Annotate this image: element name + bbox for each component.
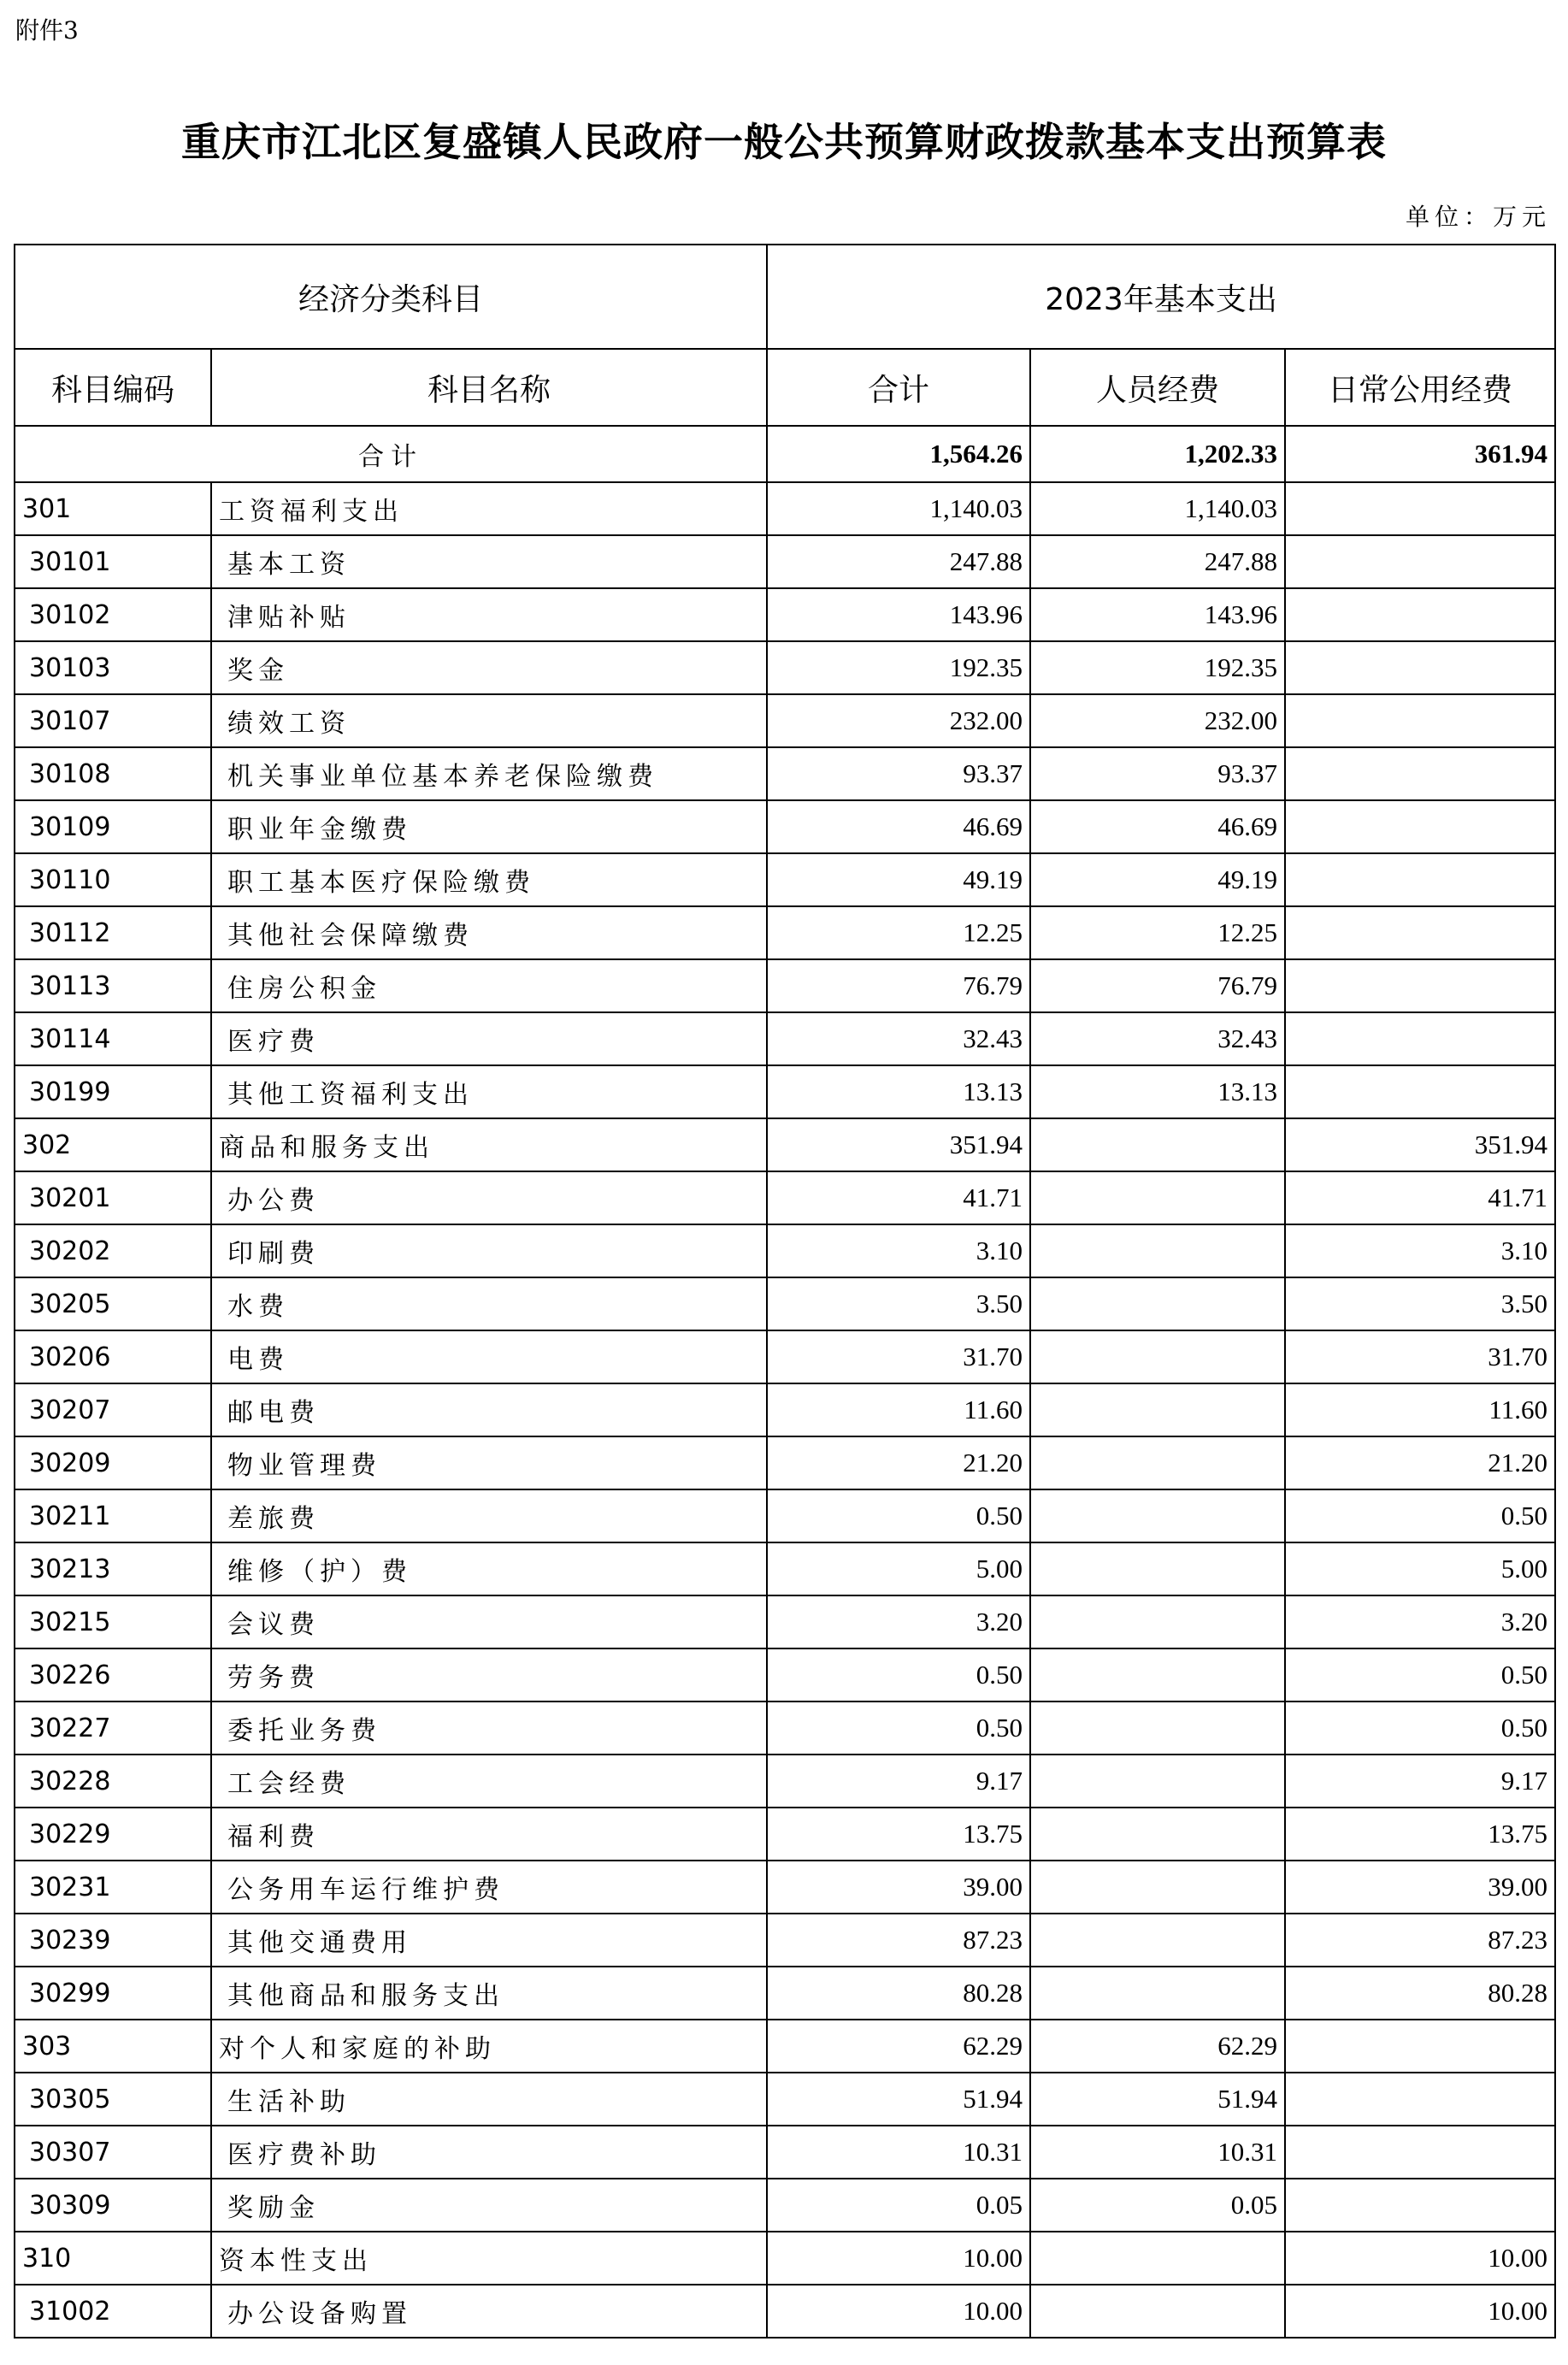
row-code: 30205 — [15, 1277, 211, 1330]
row-personnel — [1030, 1489, 1285, 1542]
table-row — [15, 800, 1555, 853]
header-category: 经济分类科目 — [15, 245, 767, 349]
row-code: 30107 — [15, 694, 211, 747]
row-public: 351.94 — [1285, 1118, 1555, 1171]
total-row — [15, 426, 1555, 482]
row-total: 46.69 — [767, 800, 1030, 853]
row-total: 39.00 — [767, 1861, 1030, 1914]
table-row — [15, 2126, 1555, 2179]
row-personnel — [1030, 2285, 1285, 2338]
row-name: 奖金 — [211, 641, 767, 694]
table-row — [15, 1489, 1555, 1542]
row-public: 5.00 — [1285, 1542, 1555, 1595]
row-code: 30113 — [15, 959, 211, 1012]
row-code: 30202 — [15, 1224, 211, 1277]
row-public — [1285, 906, 1555, 959]
row-personnel: 10.31 — [1030, 2126, 1285, 2179]
row-code: 30101 — [15, 535, 211, 588]
header-public: 日常公用经费 — [1285, 349, 1555, 426]
row-total: 80.28 — [767, 1967, 1030, 2020]
row-code: 30102 — [15, 588, 211, 641]
table-row — [15, 535, 1555, 588]
row-total: 247.88 — [767, 535, 1030, 588]
table-row — [15, 1648, 1555, 1702]
row-name: 其他社会保障缴费 — [211, 906, 767, 959]
row-public: 3.20 — [1285, 1595, 1555, 1648]
row-name: 医疗费补助 — [211, 2126, 767, 2179]
row-code: 30109 — [15, 800, 211, 853]
row-code: 30114 — [15, 1012, 211, 1065]
row-personnel: 12.25 — [1030, 906, 1285, 959]
row-personnel: 46.69 — [1030, 800, 1285, 853]
row-total: 143.96 — [767, 588, 1030, 641]
row-code: 30213 — [15, 1542, 211, 1595]
row-code: 30201 — [15, 1171, 211, 1224]
row-name: 奖励金 — [211, 2179, 767, 2232]
table-row — [15, 482, 1555, 535]
total-personnel: 1,202.33 — [1030, 426, 1285, 482]
row-total: 0.50 — [767, 1489, 1030, 1542]
table-row — [15, 1383, 1555, 1436]
row-public: 0.50 — [1285, 1489, 1555, 1542]
row-total: 0.50 — [767, 1648, 1030, 1702]
row-public — [1285, 641, 1555, 694]
row-total: 11.60 — [767, 1383, 1030, 1436]
row-code: 30228 — [15, 1755, 211, 1808]
row-code: 30231 — [15, 1861, 211, 1914]
header-personnel: 人员经费 — [1030, 349, 1285, 426]
row-total: 232.00 — [767, 694, 1030, 747]
attachment-label: 附件3 — [15, 16, 79, 44]
row-total: 10.00 — [767, 2285, 1030, 2338]
row-name: 公务用车运行维护费 — [211, 1861, 767, 1914]
row-public — [1285, 2073, 1555, 2126]
table-row — [15, 1914, 1555, 1967]
row-code: 31002 — [15, 2285, 211, 2338]
row-name: 机关事业单位基本养老保险缴费 — [211, 747, 767, 800]
row-personnel — [1030, 2232, 1285, 2285]
row-code: 30211 — [15, 1489, 211, 1542]
row-name: 资本性支出 — [211, 2232, 767, 2285]
table-row — [15, 2179, 1555, 2232]
row-public — [1285, 1012, 1555, 1065]
row-total: 3.50 — [767, 1277, 1030, 1330]
row-personnel: 232.00 — [1030, 694, 1285, 747]
row-total: 9.17 — [767, 1755, 1030, 1808]
row-name: 对个人和家庭的补助 — [211, 2020, 767, 2073]
row-public — [1285, 959, 1555, 1012]
row-total: 32.43 — [767, 1012, 1030, 1065]
row-total: 76.79 — [767, 959, 1030, 1012]
table-row — [15, 1012, 1555, 1065]
row-public — [1285, 482, 1555, 535]
row-public: 9.17 — [1285, 1755, 1555, 1808]
row-name: 电费 — [211, 1330, 767, 1383]
row-personnel — [1030, 1755, 1285, 1808]
row-code: 30209 — [15, 1436, 211, 1489]
row-name: 水费 — [211, 1277, 767, 1330]
row-name: 劳务费 — [211, 1648, 767, 1702]
table-row — [15, 1277, 1555, 1330]
row-total: 1,140.03 — [767, 482, 1030, 535]
row-name: 其他交通费用 — [211, 1914, 767, 1967]
row-name: 津贴补贴 — [211, 588, 767, 641]
table-row — [15, 1967, 1555, 2020]
row-personnel: 51.94 — [1030, 2073, 1285, 2126]
row-personnel — [1030, 1595, 1285, 1648]
row-total: 31.70 — [767, 1330, 1030, 1383]
row-name: 住房公积金 — [211, 959, 767, 1012]
row-total: 10.31 — [767, 2126, 1030, 2179]
row-personnel: 143.96 — [1030, 588, 1285, 641]
row-name: 商品和服务支出 — [211, 1118, 767, 1171]
row-code: 30226 — [15, 1648, 211, 1702]
row-name: 邮电费 — [211, 1383, 767, 1436]
table-row — [15, 1702, 1555, 1755]
row-personnel — [1030, 1383, 1285, 1436]
row-personnel: 49.19 — [1030, 853, 1285, 906]
table-row — [15, 694, 1555, 747]
row-code: 30103 — [15, 641, 211, 694]
row-public: 31.70 — [1285, 1330, 1555, 1383]
row-public: 10.00 — [1285, 2285, 1555, 2338]
row-public — [1285, 2126, 1555, 2179]
header-year-group: 2023年基本支出 — [767, 245, 1555, 349]
row-personnel — [1030, 1118, 1285, 1171]
table-row — [15, 1224, 1555, 1277]
table-row — [15, 1542, 1555, 1595]
row-personnel — [1030, 1542, 1285, 1595]
row-public: 80.28 — [1285, 1967, 1555, 2020]
row-total: 93.37 — [767, 747, 1030, 800]
row-name: 其他商品和服务支出 — [211, 1967, 767, 2020]
table-row — [15, 1065, 1555, 1118]
row-total: 5.00 — [767, 1542, 1030, 1595]
row-public: 41.71 — [1285, 1171, 1555, 1224]
table-body — [15, 426, 1555, 2338]
table-row — [15, 2232, 1555, 2285]
row-name: 绩效工资 — [211, 694, 767, 747]
row-name: 办公设备购置 — [211, 2285, 767, 2338]
row-public — [1285, 800, 1555, 853]
row-total: 3.20 — [767, 1595, 1030, 1648]
row-personnel — [1030, 1277, 1285, 1330]
row-public: 10.00 — [1285, 2232, 1555, 2285]
row-personnel — [1030, 1702, 1285, 1755]
row-public: 87.23 — [1285, 1914, 1555, 1967]
row-name: 办公费 — [211, 1171, 767, 1224]
row-total: 62.29 — [767, 2020, 1030, 2073]
table-row — [15, 1330, 1555, 1383]
row-public — [1285, 2179, 1555, 2232]
row-code: 310 — [15, 2232, 211, 2285]
row-public: 3.10 — [1285, 1224, 1555, 1277]
row-public: 11.60 — [1285, 1383, 1555, 1436]
table-row — [15, 747, 1555, 800]
row-public — [1285, 2020, 1555, 2073]
row-personnel: 1,140.03 — [1030, 482, 1285, 535]
row-total: 13.13 — [767, 1065, 1030, 1118]
row-name: 工资福利支出 — [211, 482, 767, 535]
row-total: 0.05 — [767, 2179, 1030, 2232]
row-total: 41.71 — [767, 1171, 1030, 1224]
row-personnel — [1030, 1861, 1285, 1914]
row-total: 49.19 — [767, 853, 1030, 906]
row-personnel — [1030, 1808, 1285, 1861]
row-public — [1285, 535, 1555, 588]
table-row — [15, 1595, 1555, 1648]
row-public: 0.50 — [1285, 1702, 1555, 1755]
table-row — [15, 1755, 1555, 1808]
table-row — [15, 1118, 1555, 1171]
row-name: 生活补助 — [211, 2073, 767, 2126]
row-code: 303 — [15, 2020, 211, 2073]
row-public — [1285, 694, 1555, 747]
table-row — [15, 959, 1555, 1012]
budget-table — [14, 244, 1556, 2338]
row-name: 差旅费 — [211, 1489, 767, 1542]
header-code: 科目编码 — [15, 349, 211, 426]
row-code: 30112 — [15, 906, 211, 959]
row-code: 301 — [15, 482, 211, 535]
row-public — [1285, 853, 1555, 906]
row-code: 30110 — [15, 853, 211, 906]
table-row — [15, 906, 1555, 959]
row-public: 3.50 — [1285, 1277, 1555, 1330]
row-name: 职业年金缴费 — [211, 800, 767, 853]
table-row — [15, 853, 1555, 906]
row-name: 工会经费 — [211, 1755, 767, 1808]
table-row — [15, 1808, 1555, 1861]
row-code: 30305 — [15, 2073, 211, 2126]
table-row — [15, 2020, 1555, 2073]
row-code: 302 — [15, 1118, 211, 1171]
row-total: 192.35 — [767, 641, 1030, 694]
row-code: 30309 — [15, 2179, 211, 2232]
row-total: 351.94 — [767, 1118, 1030, 1171]
row-code: 30227 — [15, 1702, 211, 1755]
row-name: 其他工资福利支出 — [211, 1065, 767, 1118]
unit-label: 单位：万元 — [1405, 203, 1551, 231]
row-code: 30229 — [15, 1808, 211, 1861]
row-total: 21.20 — [767, 1436, 1030, 1489]
table-row — [15, 1861, 1555, 1914]
row-personnel — [1030, 1171, 1285, 1224]
total-label: 合计 — [15, 426, 767, 482]
table-row — [15, 1171, 1555, 1224]
row-personnel: 93.37 — [1030, 747, 1285, 800]
row-code: 30206 — [15, 1330, 211, 1383]
row-total: 3.10 — [767, 1224, 1030, 1277]
row-public — [1285, 1065, 1555, 1118]
row-personnel — [1030, 1436, 1285, 1489]
row-name: 职工基本医疗保险缴费 — [211, 853, 767, 906]
table-row — [15, 2285, 1555, 2338]
row-personnel: 247.88 — [1030, 535, 1285, 588]
row-name: 会议费 — [211, 1595, 767, 1648]
row-total: 0.50 — [767, 1702, 1030, 1755]
row-personnel: 76.79 — [1030, 959, 1285, 1012]
row-total: 87.23 — [767, 1914, 1030, 1967]
row-name: 福利费 — [211, 1808, 767, 1861]
row-personnel: 62.29 — [1030, 2020, 1285, 2073]
row-total: 13.75 — [767, 1808, 1030, 1861]
row-code: 30207 — [15, 1383, 211, 1436]
row-name: 维修（护）费 — [211, 1542, 767, 1595]
row-public: 13.75 — [1285, 1808, 1555, 1861]
row-personnel: 32.43 — [1030, 1012, 1285, 1065]
row-public: 0.50 — [1285, 1648, 1555, 1702]
table-row — [15, 1436, 1555, 1489]
row-code: 30199 — [15, 1065, 211, 1118]
table-row — [15, 641, 1555, 694]
header-total: 合计 — [767, 349, 1030, 426]
row-public — [1285, 588, 1555, 641]
row-code: 30108 — [15, 747, 211, 800]
total-sum: 1,564.26 — [767, 426, 1030, 482]
row-name: 基本工资 — [211, 535, 767, 588]
row-personnel: 13.13 — [1030, 1065, 1285, 1118]
row-name: 委托业务费 — [211, 1702, 767, 1755]
table-row — [15, 588, 1555, 641]
row-personnel: 192.35 — [1030, 641, 1285, 694]
table-row — [15, 2073, 1555, 2126]
row-personnel — [1030, 1914, 1285, 1967]
row-personnel — [1030, 1224, 1285, 1277]
row-personnel — [1030, 1648, 1285, 1702]
row-public: 39.00 — [1285, 1861, 1555, 1914]
row-total: 51.94 — [767, 2073, 1030, 2126]
row-personnel — [1030, 1967, 1285, 2020]
row-code: 30299 — [15, 1967, 211, 2020]
row-total: 10.00 — [767, 2232, 1030, 2285]
row-name: 物业管理费 — [211, 1436, 767, 1489]
row-personnel — [1030, 1330, 1285, 1383]
header-name: 科目名称 — [211, 349, 767, 426]
page-title: 重庆市江北区复盛镇人民政府一般公共预算财政拨款基本支出预算表 — [181, 119, 1387, 165]
row-personnel: 0.05 — [1030, 2179, 1285, 2232]
row-code: 30215 — [15, 1595, 211, 1648]
row-total: 12.25 — [767, 906, 1030, 959]
row-code: 30239 — [15, 1914, 211, 1967]
row-code: 30307 — [15, 2126, 211, 2179]
row-name: 医疗费 — [211, 1012, 767, 1065]
row-name: 印刷费 — [211, 1224, 767, 1277]
total-public: 361.94 — [1285, 426, 1555, 482]
table-header — [15, 245, 1555, 426]
row-public: 21.20 — [1285, 1436, 1555, 1489]
row-public — [1285, 747, 1555, 800]
